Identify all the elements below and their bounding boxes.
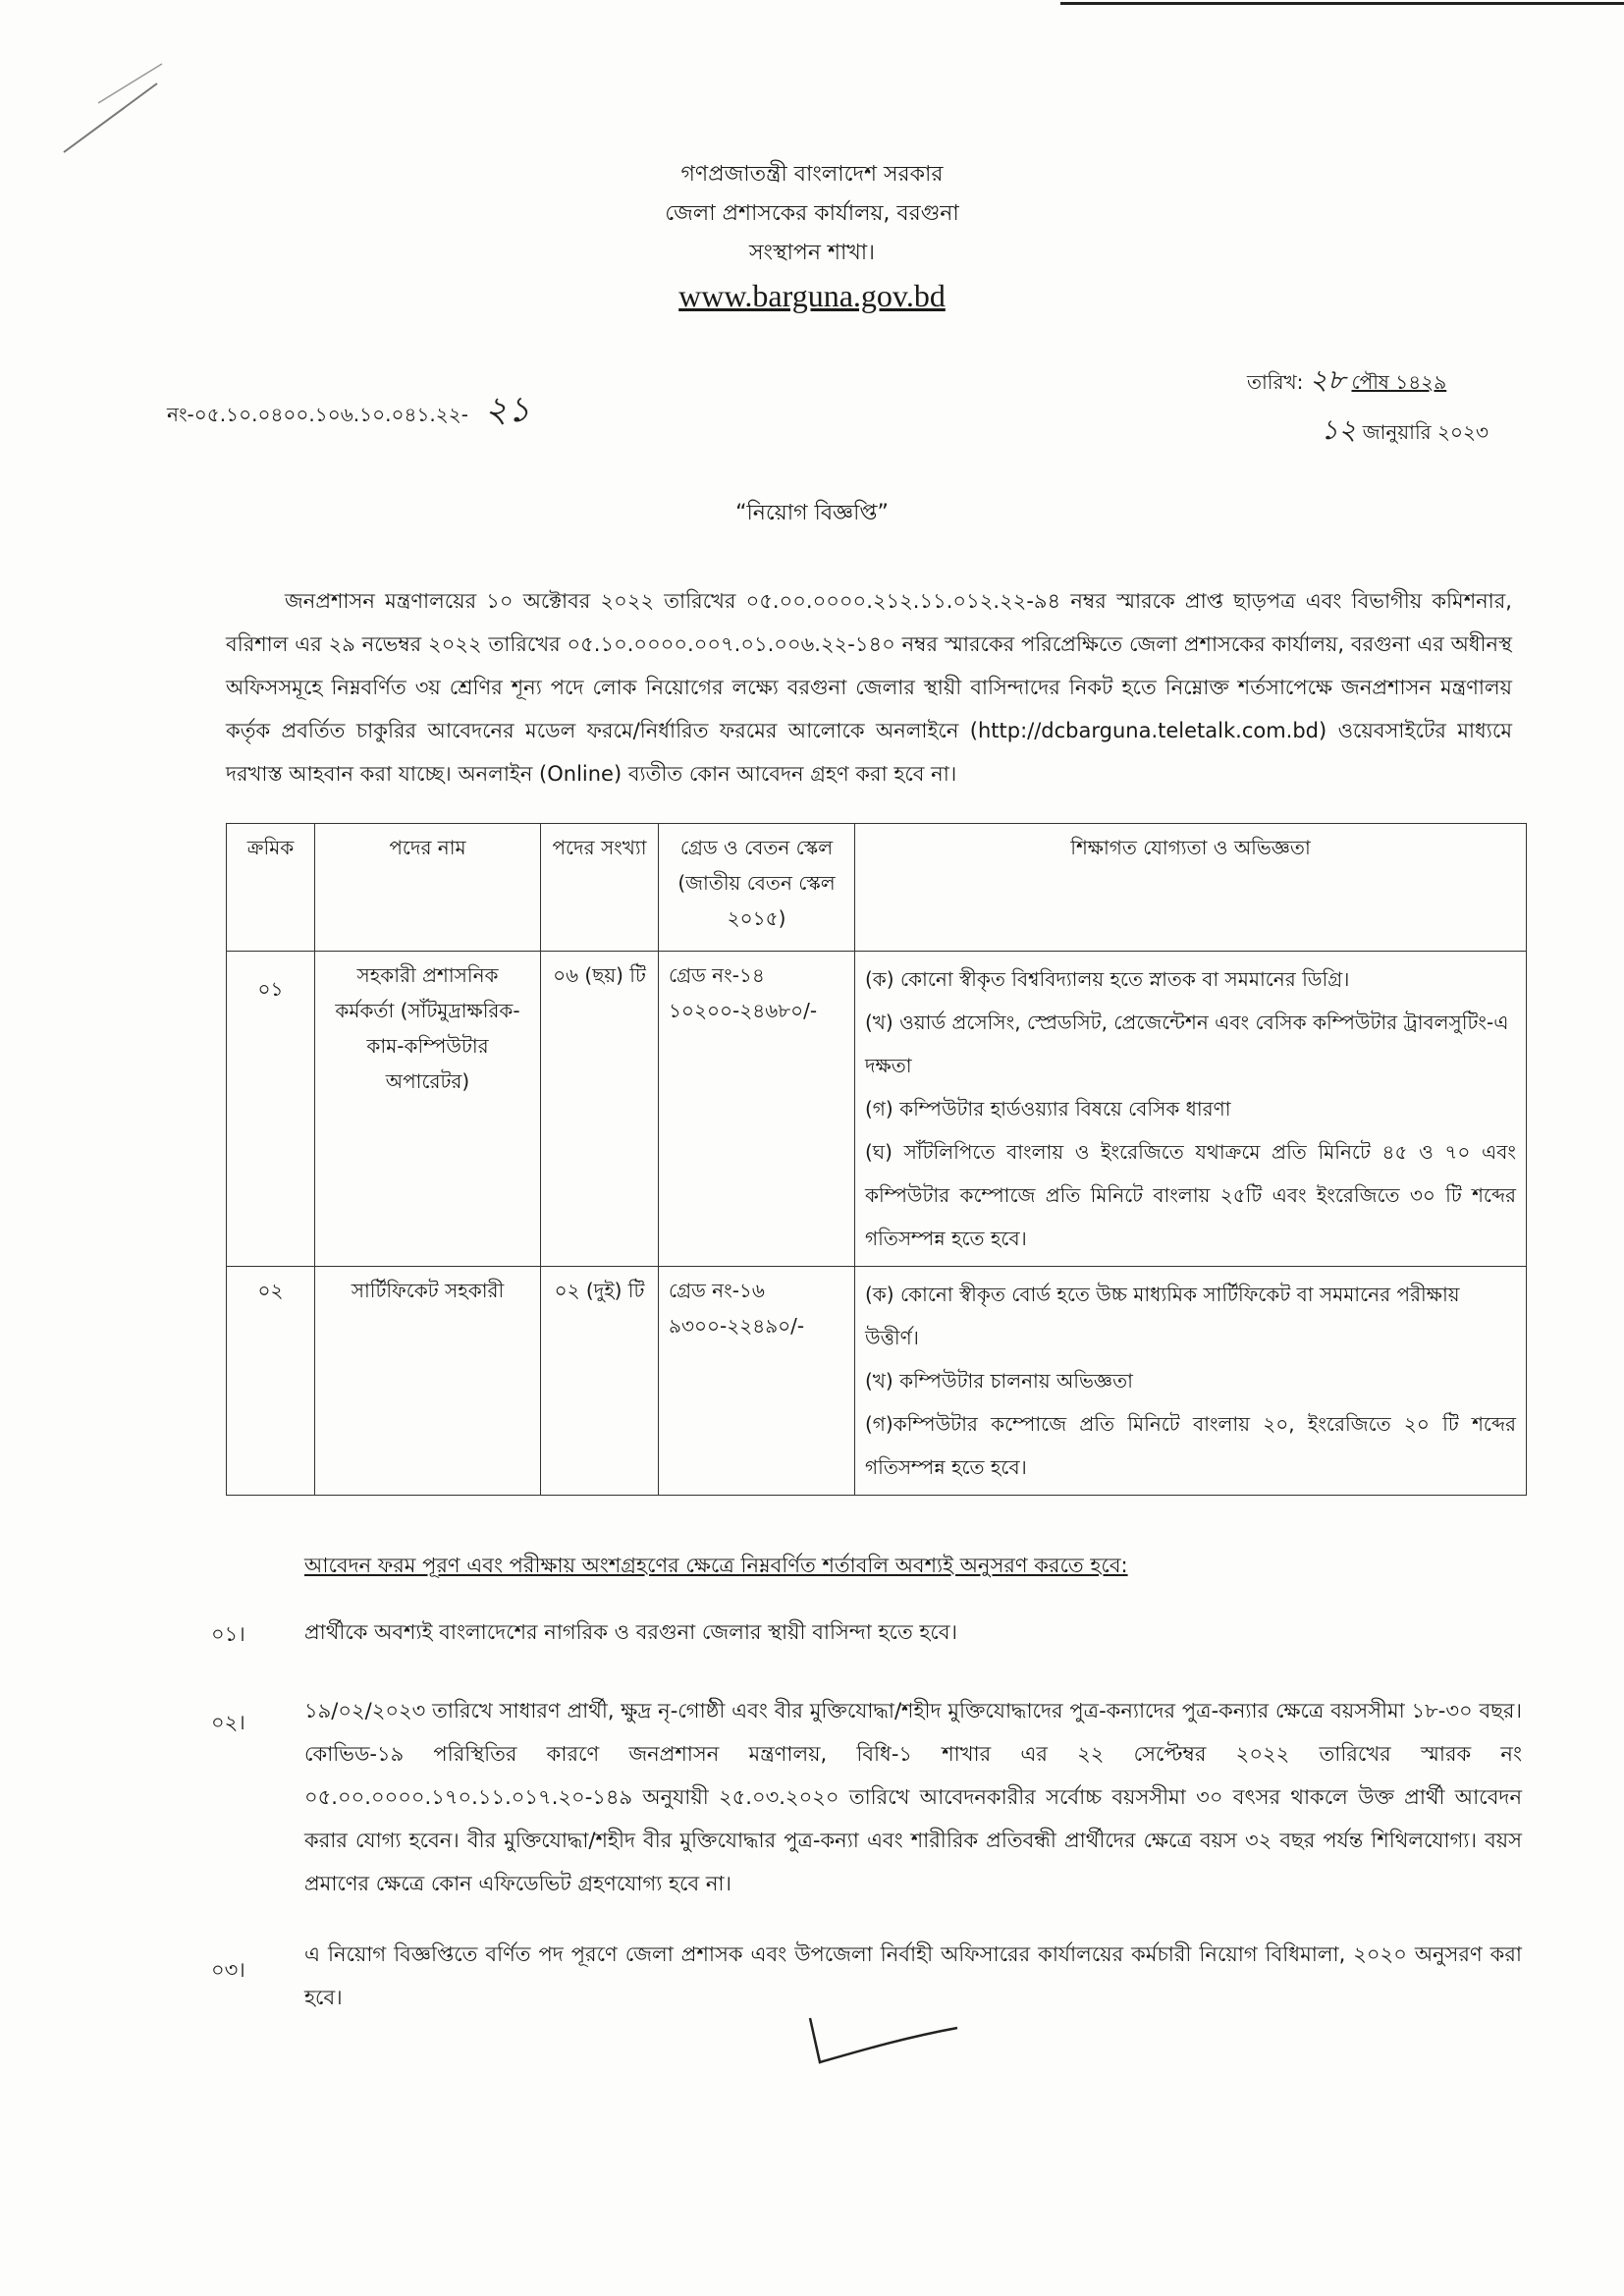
row-grade xyxy=(659,952,855,1267)
qual-item: (ক) কোনো স্বীকৃত বোর্ড হতে উচ্চ মাধ্যমিক সার্টিফিকেট বা সমমানের পরীক্ষায় উত্তীর্ণ। xyxy=(865,1283,1460,1349)
qual-item: (গ)কম্পিউটার কম্পোজে প্রতি মিনিটে বাংলায় ২০, ইংরেজিতে ২০ টি শব্দের গতিসম্পন্ন হতে হবে। xyxy=(865,1412,1516,1479)
condition-number: ০১। xyxy=(211,1622,245,1646)
col-post: পদের নাম xyxy=(315,824,541,952)
pay-scale: ১০২০০-২৪৬৮০/- xyxy=(669,999,818,1022)
col-count: পদের সংখ্যা xyxy=(541,824,659,952)
row-post: সার্টিফিকেট সহকারী xyxy=(315,1267,541,1496)
govt-name: গণপ্রজাতন্ত্রী বাংলাদেশ সরকার xyxy=(680,162,944,187)
date-day-handwritten: ২৮ xyxy=(1309,363,1346,396)
condition-number: ০২। xyxy=(211,1711,245,1734)
condition-number: ০৩। xyxy=(211,1958,245,1982)
table-row xyxy=(227,1267,1527,1496)
grade-number: গ্রেড নং-১৪ xyxy=(669,963,765,987)
qual-item: (খ) ওয়ার্ড প্রসেসিং, স্প্রেডসিট, প্রেজেন্টেশন এবং বেসিক কম্পিউটার ট্রাবলসুটিং-এ দক্ষতা xyxy=(865,1011,1509,1077)
qual-item: (খ) কম্পিউটার চালনায় অভিজ্ঞতা xyxy=(865,1369,1133,1393)
pay-scale: ৯৩০০-২২৪৯০/- xyxy=(669,1314,805,1338)
conditions-heading: আবেদন ফরম পূরণ এবং পরীক্ষায় অংশগ্রহণের ক্ষেত্রে নিম্নবর্ণিত শর্তাবলি অবশ্যই অনুসরণ করতে হবে: xyxy=(304,1554,1128,1577)
section-name: সংস্থাপন শাখা। xyxy=(748,241,876,265)
row-count: ০২ (দুই) টি xyxy=(541,1267,659,1496)
table-row xyxy=(227,952,1527,1267)
row-serial: ০১ xyxy=(227,952,315,1267)
pen-mark xyxy=(59,59,167,157)
col-grade: গ্রেড ও বেতন স্কেল (জাতীয় বেতন স্কেল ২০১৫) xyxy=(659,824,855,952)
qual-item: (ক) কোনো স্বীকৃত বিশ্ববিদ্যালয় হতে স্নাতক বা সমমানের ডিগ্রি। xyxy=(865,967,1350,991)
row-grade xyxy=(659,1267,855,1496)
signature xyxy=(795,2008,972,2077)
qual-item: (গ) কম্পিউটার হার্ডওয়্যার বিষয়ে বেসিক ধারণা xyxy=(865,1097,1231,1121)
col-serial: ক্রমিক xyxy=(227,824,315,952)
date-day2-handwritten: ১২ xyxy=(1321,413,1357,446)
row-qualifications xyxy=(855,952,1527,1267)
date-block xyxy=(1247,358,1522,455)
office-name: জেলা প্রশাসকের কার্যালয়, বরগুনা xyxy=(665,201,959,226)
row-post: সহকারী প্রশাসনিক কর্মকর্তা (সাঁটমুদ্রাক্ষরিক-কাম-কম্পিউটার অপারেটর) xyxy=(315,952,541,1267)
memo-number-text: নং-০৫.১০.০৪০০.১০৬.১০.০৪১.২২- xyxy=(167,403,469,426)
col-qual: শিক্ষাগত যোগ্যতা ও অভিজ্ঞতা xyxy=(855,824,1527,952)
table-header-row xyxy=(227,824,1527,952)
intro-paragraph: জনপ্রশাসন মন্ত্রণালয়ের ১০ অক্টোবর ২০২২ তারিখের ০৫.০০.০০০০.২১২.১১.০১২.২২-৯৪ নম্বর স্মারকে প্রাপ্ত ছাড়পত্র এবং বিভাগীয় কমিশনার, বরিশাল এর ২৯ নভেম্বর ২০২২ তারিখের ০৫.১০.০০০০.০০৭.০১.০০৬.২২-১৪০ নম্বর স্মারকের পরিপ্রেক্ষিতে জেলা প্রশাসকের কার্যালয়, বরগুনা এর অধীনস্থ অফিসসমূহে নিম্নবর্ণিত ৩য় শ্রেণির শূন্য পদে লোক নিয়োগের লক্ষ্যে বরগুনা জেলার স্থায়ী বাসিন্দাদের নিকট হতে নিম্নোক্ত শর্তসাপেক্ষে জনপ্রশাসন মন্ত্রণালয় কর্তৃক প্রবর্তিত চাকুরির আবেদনের মডেল ফরমে/নির্ধারিত ফরমের আলোকে অনলাইনে (http://dcbarguna.teletalk.com.bd) ওয়েবসাইটের মাধ্যমে দরখাস্ত আহবান করা যাচ্ছে। অনলাইন (Online) ব্যতীত কোন আবেদন গ্রহণ করা হবে না। xyxy=(226,589,1512,786)
memo-number xyxy=(167,383,530,442)
condition-text: প্রার্থীকে অবশ্যই বাংলাদেশের নাগরিক ও বরগুনা জেলার স্থায়ী বাসিন্দা হতে হবে। xyxy=(304,1620,958,1644)
qual-item: (ঘ) সাঁটলিপিতে বাংলায় ও ইংরেজিতে যথাক্রমে প্রতি মিনিটে ৪৫ ও ৭০ এবং কম্পিউটার কম্পোজে প্রতি মিনিটে বাংলায় ২৫টি এবং ইংরেজিতে ৩০ টি শব্দের গতিসম্পন্ন হতে হবে। xyxy=(865,1140,1516,1250)
notice-title: “নিয়োগ বিজ্ঞপ্তি” xyxy=(735,501,889,525)
grade-number: গ্রেড নং-১৬ xyxy=(669,1279,765,1302)
website-link[interactable]: www.barguna.gov.bd xyxy=(678,278,946,313)
row-serial: ০২ xyxy=(227,1267,315,1496)
row-qualifications xyxy=(855,1267,1527,1496)
scan-edge-line xyxy=(1060,2,1624,5)
date-label: তারিখ: xyxy=(1247,370,1304,394)
memo-number-handwritten: ২১ xyxy=(484,390,531,430)
condition-text: এ নিয়োগ বিজ্ঞপ্তিতে বর্ণিত পদ পূরণে জেলা প্রশাসক এবং উপজেলা নির্বাহী অফিসারের কার্যালয়ের কর্মচারী নিয়োগ বিধিমালা, ২০২০ অনুসরণ করা হবে। xyxy=(304,1942,1522,2009)
date-english: জানুয়ারি ২০২৩ xyxy=(1362,420,1489,444)
condition-text: ১৯/০২/২০২৩ তারিখে সাধারণ প্রার্থী, ক্ষুদ্র নৃ-গোষ্ঠী এবং বীর মুক্তিযোদ্ধা/শহীদ মুক্তিযোদ্ধাদের পুত্র-কন্যাদের পুত্র-কন্যার ক্ষেত্রে বয়সসীমা ১৮-৩০ বছর। কোভিড-১৯ পরিস্থিতির কারণে জনপ্রশাসন মন্ত্রণালয়, বিধি-১ শাখার এর ২২ সেপ্টেম্বর ২০২২ তারিখের স্মারক নং ০৫.০০.০০০০.১৭০.১১.০১৭.২০-১৪৯ অনুযায়ী ২৫.০৩.২০২০ তারিখে আবেদনকারীর সর্বোচ্চ বয়সসীমা ৩০ বৎসর থাকলে উক্ত প্রার্থী আবেদন করার যোগ্য হবেন। বীর মুক্তিযোদ্ধা/শহীদ বীর মুক্তিযোদ্ধার পুত্র-কন্যা এবং শারীরিক প্রতিবন্ধী প্রার্থীদের ক্ষেত্রে বয়স ৩২ বছর পর্যন্ত শিথিলযোগ্য। বয়স প্রমাণের ক্ষেত্রে কোন এফিডেভিট গ্রহণযোগ্য হবে না। xyxy=(304,1699,1522,1895)
vacancy-table xyxy=(226,823,1527,1496)
row-count: ০৬ (ছয়) টি xyxy=(541,952,659,1267)
date-bangla: পৌষ ১৪২৯ xyxy=(1351,370,1447,394)
